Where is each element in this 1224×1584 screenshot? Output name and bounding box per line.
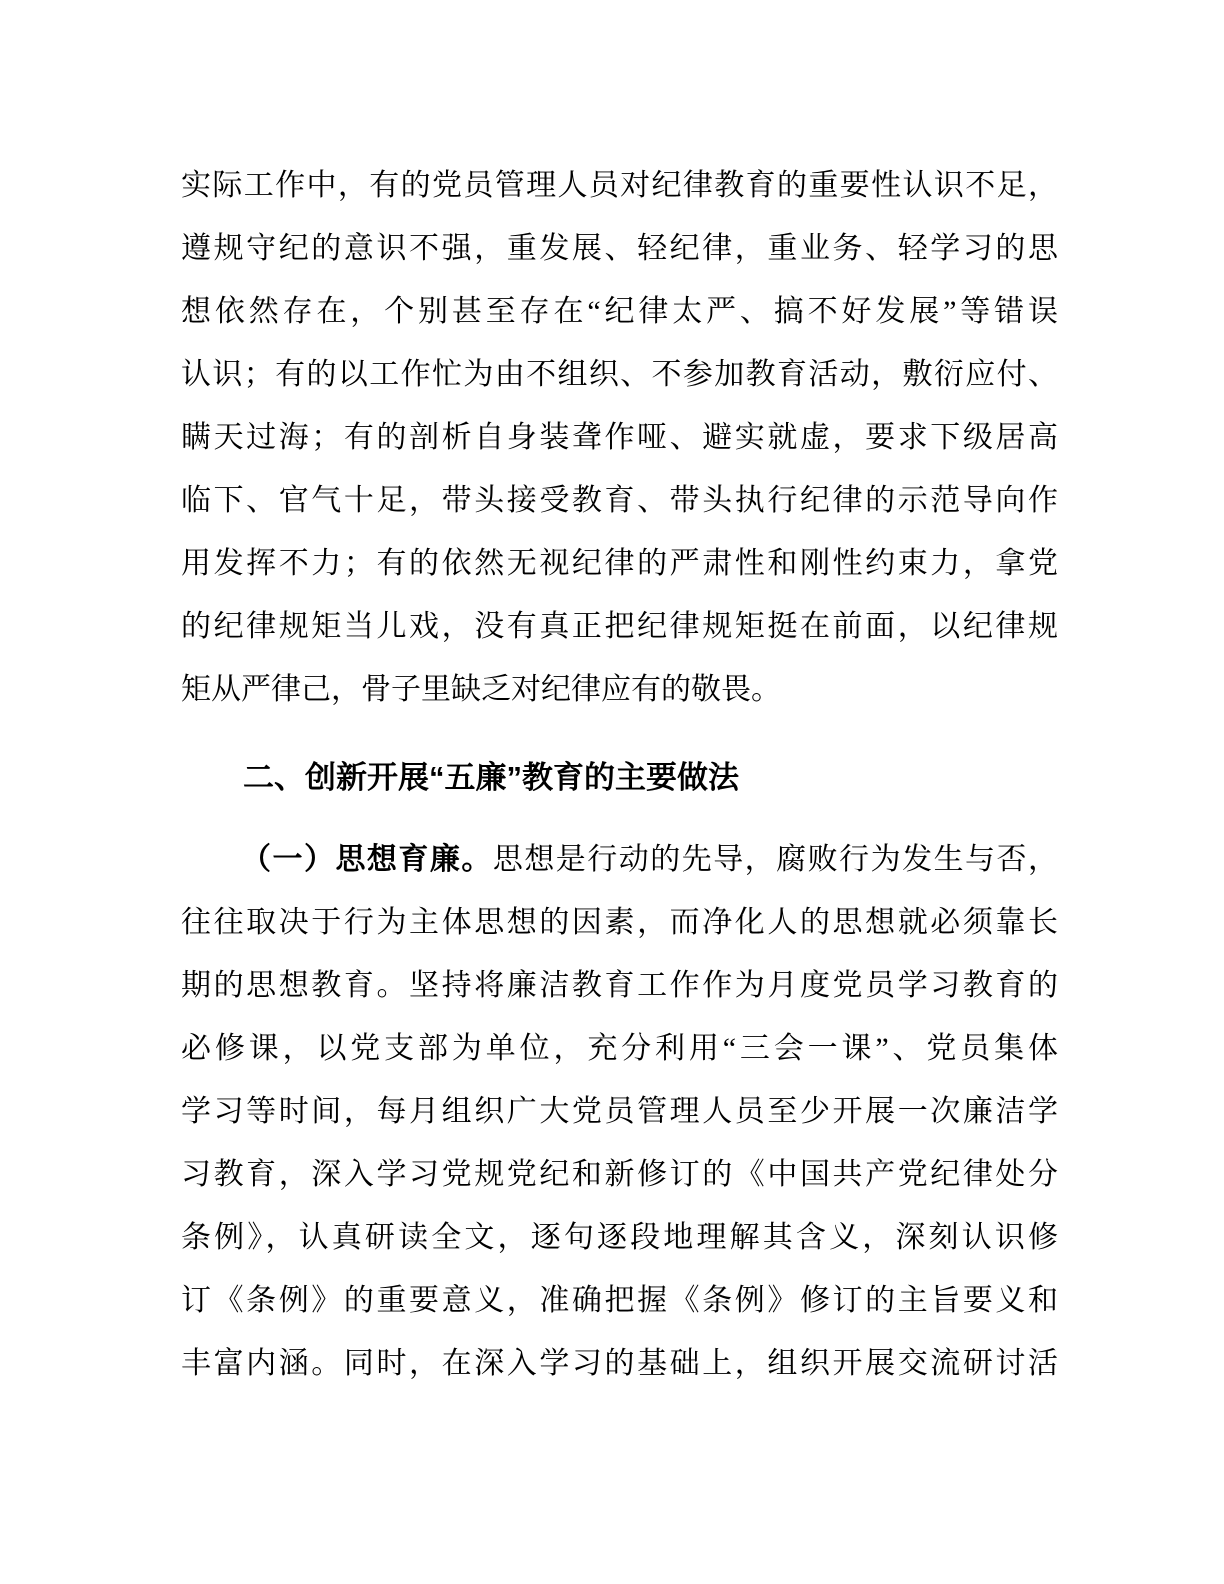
text-line: 学习等时间，每月组织广大党员管理人员至少开展一次廉洁学 <box>181 1095 1058 1128</box>
text-line: 认识；有的以工作忙为由不组织、不参加教育活动，敷衍应付、 <box>181 358 1058 391</box>
text-line: 临下、官气十足，带头接受教育、带头执行纪律的示范导向作 <box>181 484 1058 517</box>
text-line: 遵规守纪的意识不强，重发展、轻纪律，重业务、轻学习的思 <box>181 232 1058 265</box>
text-line <box>181 828 1058 891</box>
text-line: 用发挥不力；有的依然无视纪律的严肃性和刚性约束力，拿党 <box>181 547 1058 580</box>
text-line: 矩从严律己，骨子里缺乏对纪律应有的敬畏。 <box>181 673 781 706</box>
text-line: 习教育，深入学习党规党纪和新修订的《中国共产党纪律处分 <box>181 1158 1058 1191</box>
paragraph-thought-education <box>181 828 1058 1395</box>
first-line-rest: 思想是行动的先导，腐败行为发生与否， <box>492 843 1058 876</box>
paragraph-continuation <box>181 891 1058 1395</box>
text-line: 条例》，认真研读全文，逐句逐段地理解其含义，深刻认识修 <box>181 1221 1058 1254</box>
text-line: 的纪律规矩当儿戏，没有真正把纪律规矩挺在前面，以纪律规 <box>181 610 1058 643</box>
section-heading-text: 二、创新开展“五廉”教育的主要做法 <box>243 760 739 795</box>
text-line: 丰富内涵。同时，在深入学习的基础上，组织开展交流研讨活 <box>181 1347 1058 1380</box>
text-line: 往往取决于行为主体思想的因素，而净化人的思想就必须靠长 <box>181 906 1058 939</box>
text-line: 订《条例》的重要意义，准确把握《条例》修订的主旨要义和 <box>181 1284 1058 1317</box>
section-heading-two <box>181 746 1058 809</box>
text-line: 想依然存在，个别甚至存在“纪律太严、搞不好发展”等错误 <box>181 295 1058 328</box>
text-line: 实际工作中，有的党员管理人员对纪律教育的重要性认识不足， <box>181 169 1058 202</box>
text-line: 瞒天过海；有的剖析自身装聋作哑、避实就虚，要求下级居高 <box>181 421 1058 454</box>
subsection-label-bold: （一）思想育廉。 <box>241 843 493 876</box>
paragraph-discipline-problems <box>181 154 1058 721</box>
text-line: 必修课，以党支部为单位，充分利用“三会一课”、党员集体 <box>181 1032 1058 1065</box>
text-line: 期的思想教育。坚持将廉洁教育工作作为月度党员学习教育的 <box>181 969 1058 1002</box>
